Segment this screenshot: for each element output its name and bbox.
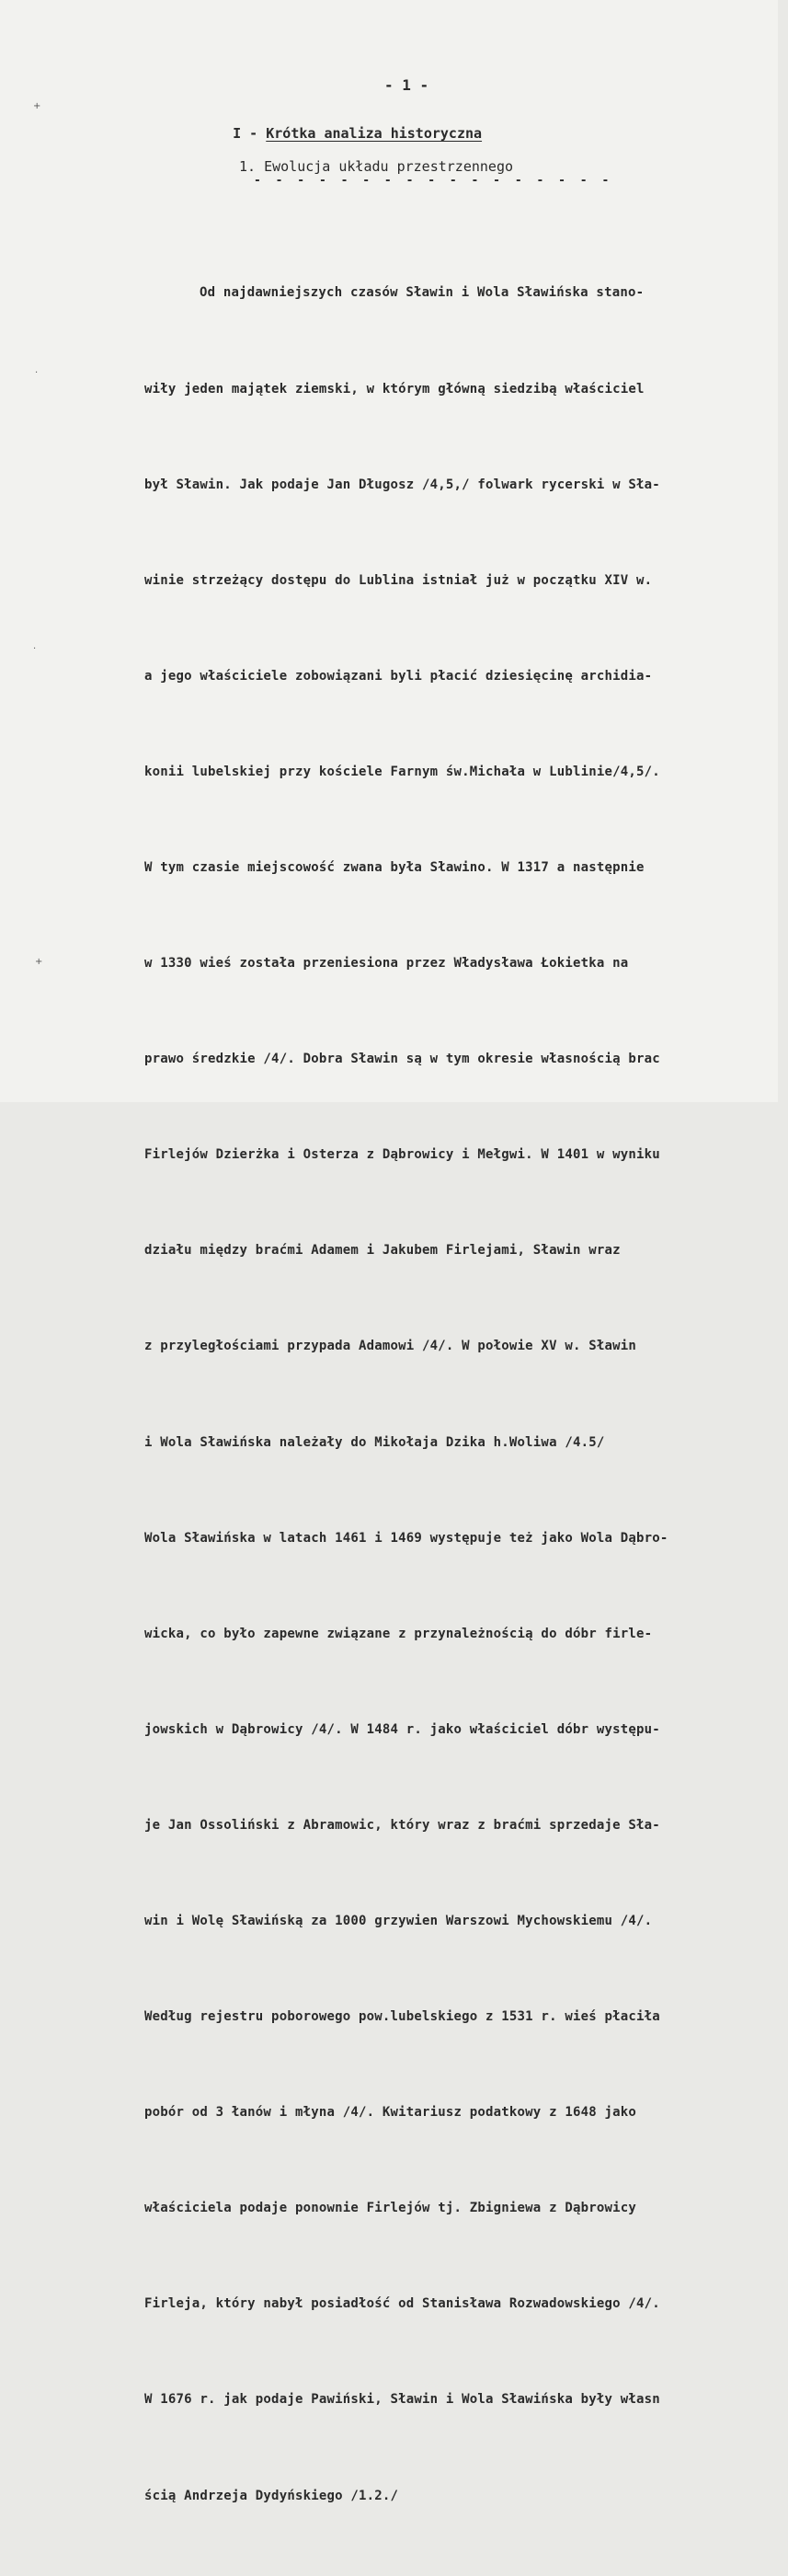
body-line: konii lubelskiej przy kościele Farnym św.Michała w Lublinie/4,5/. bbox=[144, 764, 660, 779]
chapter-title: Krótka analiza historyczna bbox=[266, 125, 483, 142]
chapter-prefix: I - bbox=[233, 125, 267, 142]
margin-mark: · bbox=[35, 368, 39, 378]
chapter-heading bbox=[200, 109, 482, 158]
margin-mark: + bbox=[33, 101, 41, 111]
margin-mark: · bbox=[33, 644, 37, 654]
body-line: W tym czasie miejscowość zwana była Sławino. W 1317 a następnie bbox=[144, 859, 645, 875]
body-line: właściciela podaje ponownie Firlejów tj. Zbigniewa z Dąbrowicy bbox=[144, 2201, 636, 2216]
body-line: działu między braćmi Adamem i Jakubem Firlejami, Sławin wraz bbox=[144, 1243, 621, 1259]
body-line: prawo średzkie /4/. Dobra Sławin są w tym okresie własnością brac bbox=[144, 1052, 660, 1067]
body-line: Od najdawniejszych czasów Sławin i Wola Sławińska stano- bbox=[200, 285, 645, 301]
page-number: - 1 - bbox=[384, 76, 429, 94]
body-paragraph bbox=[144, 213, 788, 2576]
body-line: win i Wolę Sławińską za 1000 grzywien Warszowi Mychowskiemu /4/. bbox=[144, 1914, 653, 1928]
body-line: jowskich w Dąbrowicy /4/. W 1484 r. jako właściciel dóbr występu- bbox=[144, 1721, 660, 1737]
body-line: je Jan Ossoliński z Abramowic, który wraz z braćmi sprzedaje Sła- bbox=[144, 1817, 660, 1833]
body-line: Firlejów Dzierżka i Osterza z Dąbrowicy i Mełgwi. W 1401 w wyniku bbox=[144, 1147, 660, 1163]
body-line: był Sławin. Jak podaje Jan Długosz /4,5,/ folwark rycerski w Sła- bbox=[144, 477, 660, 492]
body-line: Według rejestru poborowego pow.lubelskiego z 1531 r. wieś płaciła bbox=[144, 2009, 660, 2025]
body-line: i Wola Sławińska należały do Mikołaja Dzika h.Woliwa /4.5/ bbox=[144, 1434, 605, 1450]
body-line: ścią Andrzeja Dydyńskiego /1.2./ bbox=[144, 2488, 399, 2503]
margin-mark: + bbox=[35, 957, 43, 967]
body-line: winie strzeżący dostępu do Lublina istniał już w początku XIV w. bbox=[144, 572, 653, 588]
body-line: a jego właściciele zobowiązani byli płacić dziesięcinę archidia- bbox=[144, 668, 653, 684]
body-line: wicka, co było zapewne związane z przynależnością do dóbr firle- bbox=[144, 1626, 653, 1641]
body-line: wiły jeden majątek ziemski, w którym główną siedzibą właściciel bbox=[144, 381, 645, 397]
section-title: 1. Ewolucja układu przestrzennego bbox=[239, 158, 514, 175]
body-line: pobór od 3 łanów i młyna /4/. Kwitariusz podatkowy z 1648 jako bbox=[144, 2105, 636, 2121]
body-line: Firleja, który nabył posiadłość od Stanisława Rozwadowskiego /4/. bbox=[144, 2296, 660, 2312]
body-line: z przyległościami przypada Adamowi /4/. W połowie XV w. Sławin bbox=[144, 1339, 636, 1354]
body-line: w 1330 wieś została przeniesiona przez Władysława Łokietka na bbox=[144, 956, 629, 972]
body-line: W 1676 r. jak podaje Pawiński, Sławin i Wola Sławińska były własn bbox=[144, 2392, 660, 2408]
section-underline-dashes: - - - - - - - - - - - - - - - - - bbox=[254, 174, 613, 188]
body-line: Wola Sławińska w latach 1461 i 1469 występuje też jako Wola Dąbro- bbox=[144, 1530, 668, 1546]
